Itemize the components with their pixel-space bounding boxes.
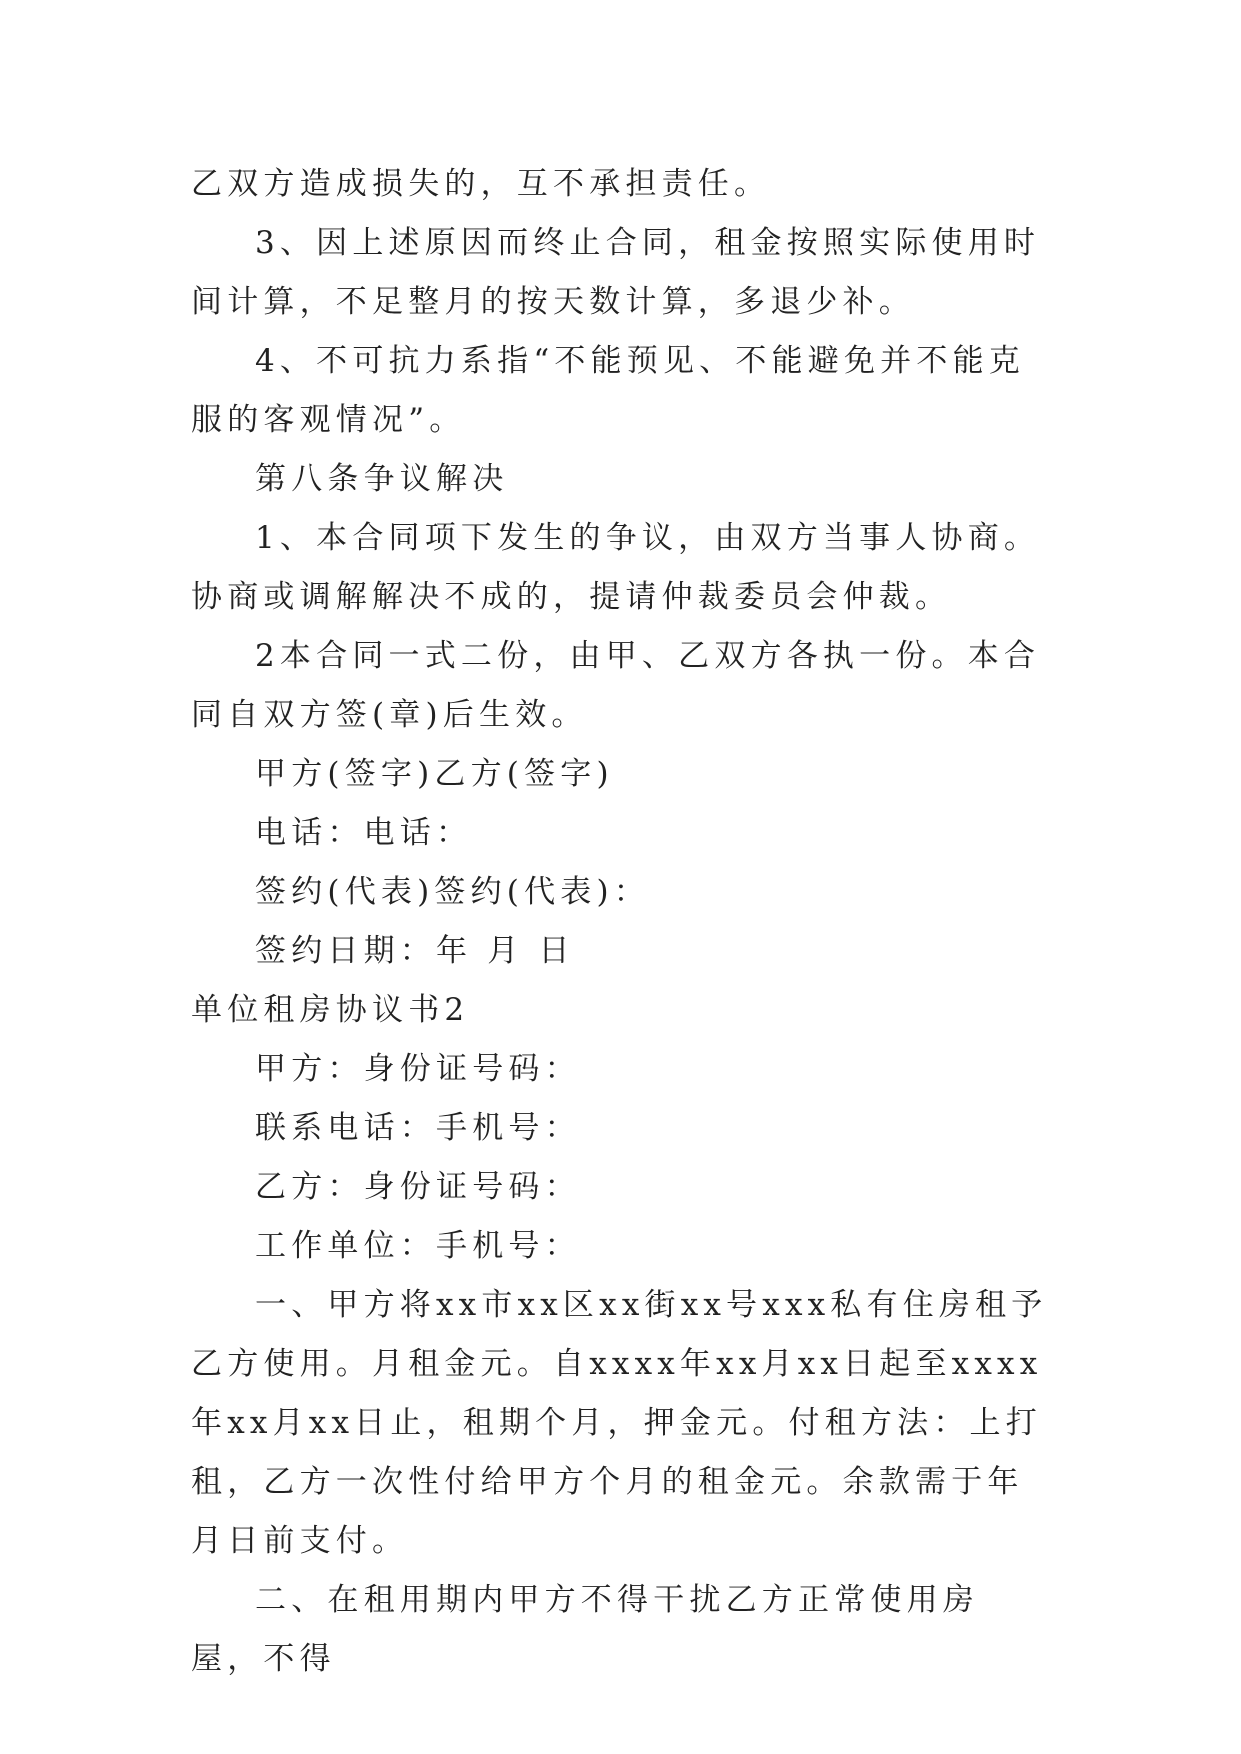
paragraph-3: 4、不可抗力系指“不能预见、不能避免并不能克服的客观情况”。 <box>191 343 1025 438</box>
paragraph-5: 1、本合同项下发生的争议，由双方当事人协商。协商或调解解决不成的，提请仲裁委员会仲裁。 <box>191 520 1041 615</box>
work-unit-line: 工作单位：手机号： <box>255 1228 581 1264</box>
party-b-id-line: 乙方：身份证号码： <box>255 1169 581 1205</box>
clause-2: 二、在租用期内甲方不得干扰乙方正常使用房屋，不得 <box>191 1582 979 1677</box>
paragraph-1: 乙双方造成损失的，互不承担责任。 <box>191 166 771 202</box>
paragraph-6: 2本合同一式二份，由甲、乙双方各执一份。本合同自双方签(章)后生效。 <box>191 638 1041 733</box>
signature-line-phone: 电话：电话： <box>255 815 473 851</box>
signature-line-parties: 甲方(签字)乙方(签字) <box>255 756 614 792</box>
paragraph-2: 3、因上述原因而终止合同，租金按照实际使用时间计算，不足整月的按天数计算，多退少补。 <box>191 225 1041 320</box>
document-body <box>191 155 1051 1689</box>
signature-line-representative: 签约(代表)签约(代表)： <box>255 874 650 910</box>
contact-phone-line: 联系电话：手机号： <box>255 1110 581 1146</box>
clause-1: 一、甲方将xx市xx区xx街xx号xxx私有住房租予乙方使用。月租金元。自xxxx年xx月xx日起至xxxx年xx月xx日止，租期个月，押金元。付租方法：上打租，乙方一次性付给甲方个月的租金元。余款需于年月日前支付。 <box>191 1287 1048 1559</box>
section-heading-article-8: 第八条争议解决 <box>255 461 509 497</box>
signature-line-date: 签约日期：年 月 日 <box>255 933 575 969</box>
party-a-id-line: 甲方：身份证号码： <box>255 1051 581 1087</box>
document-title-2: 单位租房协议书2 <box>191 992 470 1028</box>
